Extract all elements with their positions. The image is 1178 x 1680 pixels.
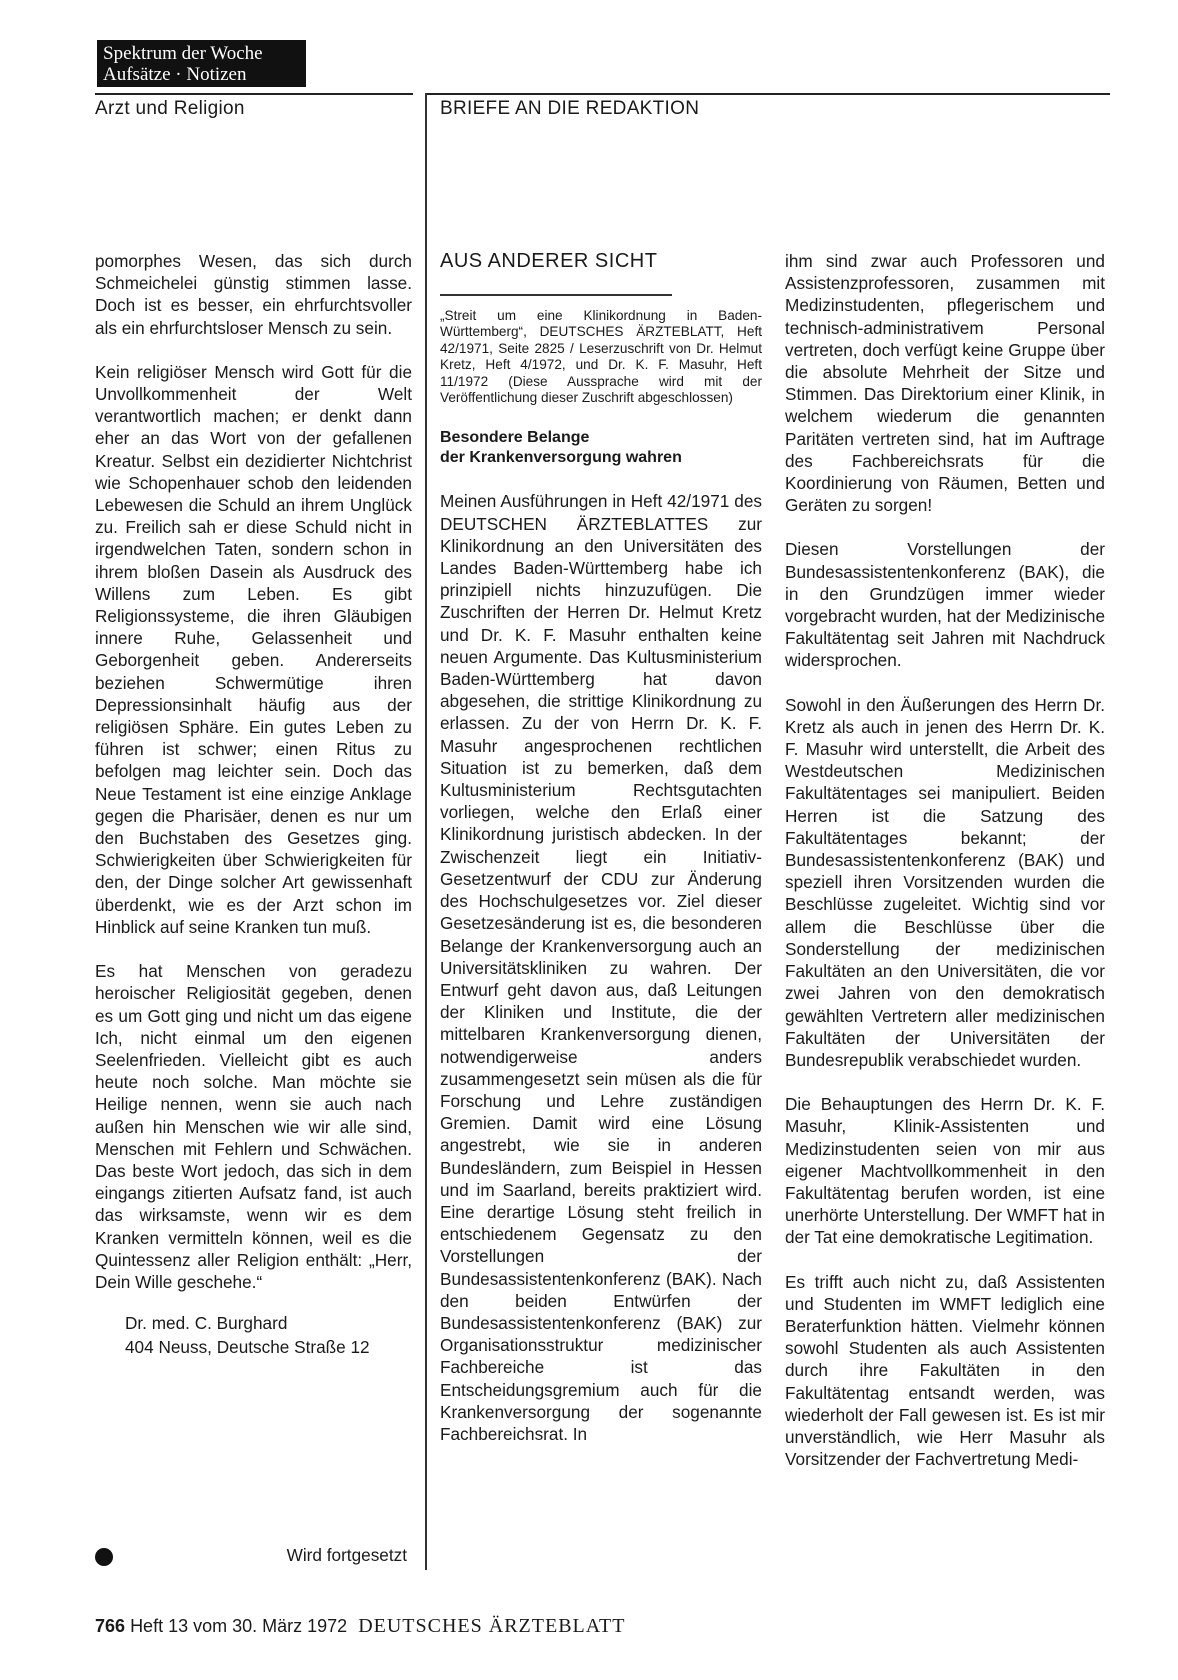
subheading-line-2: der Krankenversorgung wahren	[440, 449, 682, 467]
letter-column-continued	[785, 250, 1105, 1470]
section-title-right: BRIEFE AN DIE REDAKTION	[440, 98, 700, 119]
continued-label: Wird fortgesetzt	[286, 1545, 407, 1565]
section-title-left: Arzt und Religion	[95, 98, 245, 119]
page-footer	[95, 1615, 625, 1638]
paragraph: Diesen Vorstellungen der Bundesassistentenkonferenz (BAK), die in den Grundzügen immer wieder vorgebracht wurden, hat der Medizinische Fakultätentag seit Jahren mit Nachdruck widersprochen.	[785, 539, 1105, 671]
letter-body: Meinen Ausführungen in Heft 42/1971 des DEUTSCHEN ÄRZTEBLATTES zur Klinikordnung an den Universitäten des Landes Baden-Württemberg habe ich prinzipiell nichts hinzuzufügen. Die Zuschriften der Herren Dr. Helmut Kretz und Dr. K. F. Masuhr enthalten keine neuen Argumente. Das Kultusministerium Baden-Württemberg hat davon abgesehen, die strittige Klinikordnung zu erlassen. Zu der von Herrn Dr. K. F. Masuhr angesprochenen rechtlichen Situation ist zu bemerken, daß dem Kultusministerium Rechtsgutachten vorliegen, welche den Erlaß einer Klinikordnung juristisch abdecken. In der Zwischenzeit liegt ein Initiativ-Gesetzentwurf der CDU zur Änderung des Hochschulgesetzes vor. Ziel dieser Gesetzesänderung ist es, die besonderen Belange der Krankenversorgung auch an Universitätskliniken zu wahren. Der Entwurf geht davon aus, daß Leitungen der Kliniken und Institute, die der mittelbaren Krankenversorgung dienen, notwendigerweise anders zusammengesetzt sein müsen als die für Forschung und Lehre zuständigen Gremien. Damit wird eine Lösung angestrebt, wie sie in anderen Bundesländern, zum Beispiel in Hessen und im Saarland, bereits praktiziert wird. Eine derartige Lösung steht freilich in entschiedenem Gegensatz zu den Vorstellungen der Bundesassistentenkonferenz (BAK). Nach den beiden Entwürfen der Bundesassistentenkonferenz (BAK) zur Organisationsstruktur medizinischer Fachbereiche ist das Entscheidungsgremium auch für die Krankenversorgung der sogenannte Fachbereichsrat. In	[440, 491, 762, 1444]
letter-column	[440, 250, 762, 1445]
paragraph: ihm sind zwar auch Professoren und Assistenzprofessoren, zusammen mit Medizinstudenten, pflegerischem und technisch-administrativem Personal vertreten, doch verfügt keine Gruppe über die absolute Mehrheit der Sitze und Stimmen. Das Direktorium einer Klinik, in welchem wiederum die genannten Paritäten vertreten sind, hat im Auftrage des Fachbereichsrats für die Koordinierung von Räumen, Betten und Geräten zu sorgen!	[785, 251, 1105, 516]
section-badge	[97, 40, 306, 87]
issue-info: Heft 13 vom 30. März 1972	[130, 1616, 348, 1636]
letter-reference: „Streit um eine Klinikordnung in Baden-Württemberg“, DEUTSCHES ÄRZTEBLATT, Heft 42/1971, Seite 2825 / Leserzuschrift von Dr. Helmut Kretz, Heft 4/1972, und Dr. K. F. Masuhr, Heft 11/1972 (Diese Aussprache wird mit der Veröffentlichung dieser Zuschrift abgeschlossen)	[440, 308, 762, 406]
paragraph: Kein religiöser Mensch wird Gott für die Unvollkommenheit der Welt verantwortlich machen; er denkt dann eher an das Wort von der gefallenen Kreatur. Selbst ein dezidierter Nichtchrist wie Schopenhauer schob den leidenden Lebewesen die Schuld an ihrem Unglück zu. Freilich sah er diese Schuld nicht in irgendwelchen Taten, sondern schon in ihrem bloßen Dasein als Ausdruck des Willens zum Leben. Es gibt Religionssysteme, die ihren Gläubigen innere Ruhe, Gelassenheit und Geborgenheit geben. Andererseits beziehen Schwermütige ihren Depressionsinhalt häufig aus der religiösen Sphäre. Ein gutes Leben zu führen ist schwer; einen Ritus zu befolgen mag leichter sein. Doch das Neue Testament ist eine einzige Anklage gegen die Pharisäer, denen es nur um den Buchstaben des Gesetzes ging. Schwierigkeiten über Schwierigkeiten für den, der Dinge solcher Art gewissenhaft überdenkt, wie es der Arzt schon im Hinblick auf seine Kranken tun muß.	[95, 361, 412, 937]
author-address: 404 Neuss, Deutsche Straße 12	[125, 1337, 370, 1358]
paragraph: pomorphes Wesen, das sich durch Schmeichelei günstig stimmen lasse. Doch ist es besser, ein ehrfurchtsvoller als ein ehrfurchtsloser Mensch zu sein.	[95, 251, 412, 338]
letter-subheading	[440, 428, 762, 468]
letters-heading: AUS ANDERER SICHT	[440, 250, 658, 272]
heading-underline	[440, 294, 672, 296]
publication-name: DEUTSCHES ÄRZTEBLATT	[358, 1615, 626, 1637]
column-divider	[425, 93, 427, 1570]
signature-block	[125, 1311, 412, 1359]
badge-line-1: Spektrum der Woche	[103, 43, 263, 64]
badge-line-2: Aufsätze · Notizen	[103, 64, 247, 85]
subheading-line-1: Besondere Belange	[440, 429, 590, 447]
bullet-dot-icon	[95, 1548, 113, 1566]
paragraph: Es trifft auch nicht zu, daß Assistenten und Studenten im WMFT lediglich eine Beraterfunktion hätten. Vielmehr können sowohl Studenten als auch Assistenten durch ihre Fakultäten in den Fakultätentag entsandt werden, was wiederholt der Fall gewesen ist. Es ist mir unverständlich, wie Herr Masuhr als Vorsitzender der Fachvertretung Medi-	[785, 1271, 1105, 1470]
page-number: 766	[95, 1616, 126, 1636]
paragraph: Sowohl in den Äußerungen des Herrn Dr. Kretz als auch in jenen des Herrn Dr. K. F. Masuhr wird unterstellt, die Arbeit des Westdeutschen Medizinischen Fakultätentages sei manipuliert. Beiden Herren ist die Satzung des Fakultätentages bekannt; der Bundesassistentenkonferenz (BAK) und speziell ihren Vorsitzenden wurden die Beschlüsse zugeleitet. Wichtig sind vor allem die Beschlüsse über die Sonderstellung der medizinischen Fakultäten an den Universitäten, die vor zwei Jahren von den demokratisch gewählten Vertretern aller medizinischen Fakultäten der Universitäten der Bundesrepublik verabschiedet wurden.	[785, 694, 1105, 1070]
header-rule-right	[425, 93, 1110, 95]
header-rule-left	[95, 93, 413, 95]
article-column-1	[95, 250, 412, 1359]
author-name: Dr. med. C. Burghard	[125, 1313, 288, 1334]
paragraph: Es hat Menschen von geradezu heroischer Religiosität gegeben, denen es um Gott ging und nicht um das eigene Ich, nicht einmal um den eigenen Seelenfrieden. Vielleicht gibt es auch heute noch solche. Man möchte sie Heilige nennen, wenn sie auch nach außen hin Menschen wie wir alle sind, Menschen mit Fehlern und Schwächen. Das beste Wort jedoch, das sich in dem eingangs zitierten Aufsatz fand, ist auch das wirksamste, wenn wir es dem Kranken vermitteln können, weil es die Quintessenz aller Religion enthält: „Herr, Dein Wille geschehe.“	[95, 961, 412, 1292]
paragraph: Die Behauptungen des Herrn Dr. K. F. Masuhr, Klinik-Assistenten und Medizinstudenten seien von mir aus eigener Machtvollkommenheit in den Fakultätentag berufen worden, ist eine unerhörte Unterstellung. Der WMFT hat in der Tat eine demokratische Legitimation.	[785, 1094, 1105, 1248]
